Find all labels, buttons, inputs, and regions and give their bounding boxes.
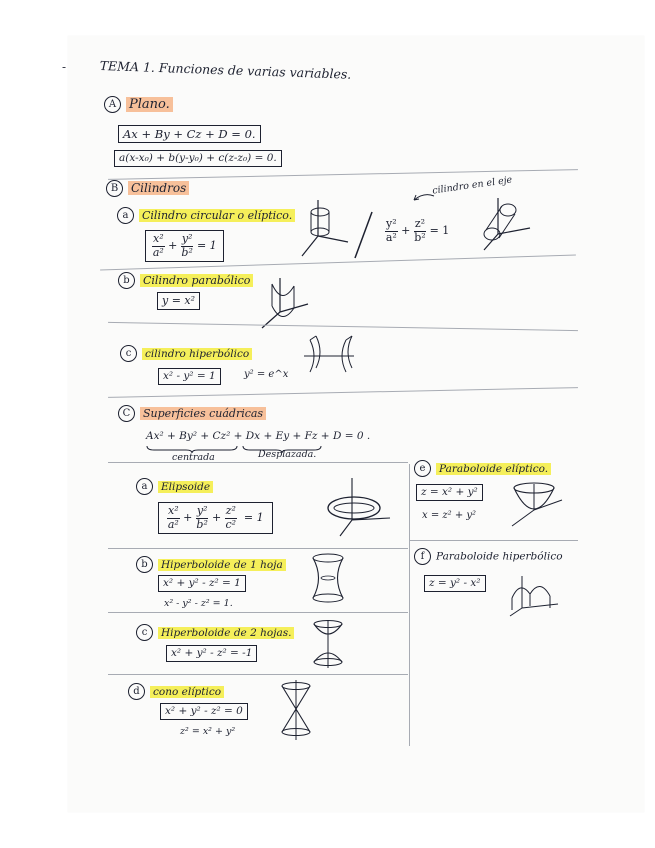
cylinder-parabolic-heading [118, 272, 253, 289]
hyperboloid-two-sheets-sketch [306, 618, 352, 670]
hyperboloid-one-sheet-heading [136, 556, 286, 573]
elliptic-cone-heading [128, 683, 224, 700]
ellipsoid-heading [136, 478, 213, 495]
label-desplazada: Desplazada. [258, 449, 317, 460]
section-plano-heading [104, 96, 173, 113]
fraction: $\frac{\text{z²}}{\text{c²}}$ [225, 504, 237, 531]
margin-mark: - [62, 60, 67, 74]
page-title: TEMA 1. Funciones de varias variables. [99, 58, 352, 82]
section-cilindros-heading [106, 180, 189, 197]
subsection-label: Elipsoide [158, 481, 213, 493]
elliptic-paraboloid-sketch [506, 480, 566, 530]
divider [108, 548, 408, 549]
fraction: $\frac{\text{x²}}{\text{a²}}$ [167, 504, 179, 531]
subsection-marker: a [136, 478, 153, 495]
cylinder-hyperbolic-equation: x² - y² = 1 [158, 368, 221, 385]
section-label: Cilindros [128, 181, 189, 195]
hyperbolic-paraboloid-heading [414, 548, 563, 565]
section-marker: B [106, 180, 123, 197]
annotation-arrow [410, 190, 436, 204]
fraction: $\frac{\text{x²}}{\text{a²}}$ [152, 232, 164, 259]
subsection-marker: f [414, 548, 431, 565]
divider [108, 462, 408, 463]
hyperbolic-paraboloid-equation: z = y² - x² [424, 575, 486, 592]
plane-point-normal-equation: a(x-x₀) + b(y-y₀) + c(z-z₀) = 0. [114, 150, 282, 167]
ellipsoid-equation: $\frac{\text{x²}}{\text{a²}}$ + $\frac{\text{y²}}{\text{b²}}$ + $\frac{\text{z²}}{\text{c²}}$ = 1 [158, 502, 273, 534]
hyperbolic-cylinder-sketch [300, 334, 358, 378]
subsection-marker: b [118, 272, 135, 289]
plane-equation: Ax + By + Cz + D = 0. [118, 125, 261, 143]
section-label: Plano. [126, 97, 173, 112]
subsection-label: Hiperboloide de 2 hojas. [158, 627, 294, 639]
fraction: $\frac{\text{y²}}{\text{b²}}$ [181, 232, 193, 259]
cylinder-alt-equation: $\frac{\text{y²}}{\text{a²}}$ + $\frac{\text{z²}}{\text{b²}}$ = 1 [385, 217, 450, 244]
cylinder-hyperbolic-note: y² = e^x [244, 369, 289, 380]
cylinder-hyperbolic-heading [120, 345, 252, 362]
elliptic-paraboloid-equation: z = x² + y² [416, 484, 483, 501]
column-divider [409, 464, 410, 746]
divider [410, 540, 578, 541]
hyperboloid-two-sheets-heading [136, 624, 294, 641]
divider [108, 674, 408, 675]
section-cuadricas-heading [118, 405, 266, 422]
parabolic-cylinder-sketch [258, 276, 312, 332]
fraction: $\frac{\text{z²}}{\text{b²}}$ [414, 217, 426, 244]
elliptic-paraboloid-alt-equation: x = z² + y² [422, 510, 477, 521]
cylinder-circular-equation: $\frac{\text{x²}}{\text{a²}}$ + $\frac{\text{y²}}{\text{b²}}$ = 1 [145, 230, 224, 262]
cylinder-axis-annotation: cilindro en el eje [431, 174, 513, 197]
elliptic-cone-sketch [274, 678, 320, 742]
subsection-marker: a [117, 207, 134, 224]
cylinder-parabolic-equation: y = x² [157, 292, 200, 310]
subsection-label: Paraboloide hiperbólico [436, 550, 563, 563]
subsection-marker: c [136, 624, 153, 641]
divider [108, 612, 408, 613]
subsection-marker: b [136, 556, 153, 573]
subsection-label: cilindro hiperbólico [142, 348, 252, 360]
cylinder-circular-heading [117, 207, 295, 224]
cylinder-axis-sketch [478, 194, 534, 254]
subsection-marker: c [120, 345, 137, 362]
elliptic-paraboloid-heading [414, 460, 551, 477]
elliptic-cone-alt-equation: z² = x² + y² [180, 726, 236, 737]
subsection-label: Cilindro parabólico [140, 274, 253, 287]
label-centrada: centrada [172, 452, 215, 463]
hyperboloid-one-sheet-equation: x² + y² - z² = 1 [158, 575, 246, 592]
hyperbolic-paraboloid-sketch [506, 574, 560, 618]
hyperboloid-one-sheet-alt-equation: x² - y² - z² = 1. [164, 598, 233, 609]
section-marker: C [118, 405, 135, 422]
subsection-label: Cilindro circular o elíptico. [139, 209, 295, 222]
elliptic-cone-equation: x² + y² - z² = 0 [160, 703, 248, 720]
ellipsoid-sketch [322, 474, 394, 538]
fraction: $\frac{\text{y²}}{\text{b²}}$ [196, 504, 208, 531]
subsection-label: cono elíptico [150, 686, 224, 698]
section-label: Superficies cuádricas [140, 407, 266, 420]
subsection-label: Paraboloide elíptico. [436, 463, 551, 475]
section-marker: A [104, 96, 121, 113]
slash-divider [352, 210, 374, 260]
subsection-marker: d [128, 683, 145, 700]
subsection-label: Hiperboloide de 1 hoja [158, 559, 286, 571]
quadric-general-equation: Ax² + By² + Cz² + Dx + Ey + Fz + D = 0 . [146, 430, 371, 442]
hyperboloid-two-sheets-equation: x² + y² - z² = -1 [166, 645, 257, 662]
cylinder-sketch [296, 198, 356, 260]
subsection-marker: e [414, 460, 431, 477]
fraction: $\frac{\text{y²}}{\text{a²}}$ [385, 217, 397, 244]
hyperboloid-one-sheet-sketch [306, 552, 352, 604]
